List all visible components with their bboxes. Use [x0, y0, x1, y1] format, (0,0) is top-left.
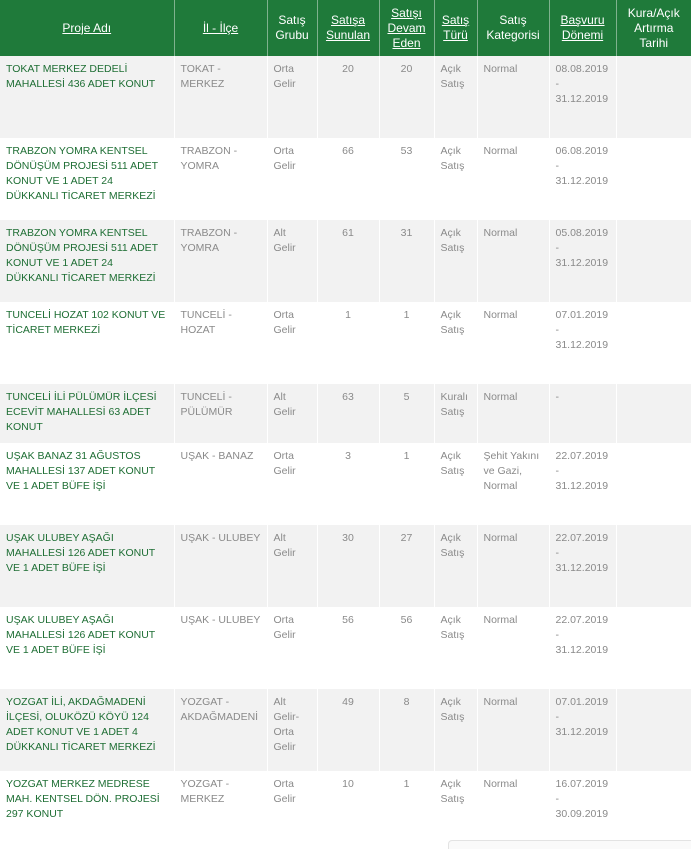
cell-satisa-sunulan: 20 [317, 56, 379, 138]
cell-satis-grubu: Orta Gelir [267, 771, 317, 851]
cell-satisi-devam-eden: 27 [379, 525, 434, 607]
cell-project-name: TOKAT MERKEZ DEDELİ MAHALLESİ 436 ADET KONUT [0, 56, 174, 138]
cell-basvuru-donemi: 22.07.2019 - 31.12.2019 [549, 607, 616, 689]
cell-satis-kategorisi: Normal [477, 220, 549, 302]
cell-satisi-devam-eden: 8 [379, 689, 434, 771]
cell-satis-kategorisi: Normal [477, 384, 549, 443]
cell-satis-turu: Açık Satış [434, 771, 477, 851]
cell-project-name: TRABZON YOMRA KENTSEL DÖNÜŞÜM PROJESİ 511 ADET KONUT VE 1 ADET 24 DÜKKANLI TİCARET MERKEZİ [0, 138, 174, 220]
col-header-satisi-devam-eden[interactable]: Satışı Devam Eden [379, 0, 434, 56]
cell-kura-tarihi [616, 443, 691, 525]
cell-project-name: TUNCELİ HOZAT 102 KONUT VE TİCARET MERKEZİ [0, 302, 174, 384]
table-row [0, 689, 691, 771]
cell-il-ilce: TRABZON - YOMRA [174, 138, 267, 220]
cell-basvuru-donemi: 07.01.2019 - 31.12.2019 [549, 302, 616, 384]
table-row [0, 302, 691, 384]
cell-il-ilce: YOZGAT - MERKEZ [174, 771, 267, 851]
cell-satis-turu: Açık Satış [434, 56, 477, 138]
cell-satis-grubu: Orta Gelir [267, 302, 317, 384]
cell-project-name: YOZGAT MERKEZ MEDRESE MAH. KENTSEL DÖN. PROJESİ 297 KONUT [0, 771, 174, 851]
cell-satisi-devam-eden: 5 [379, 384, 434, 443]
cell-satis-grubu: Alt Gelir [267, 384, 317, 443]
cell-satis-kategorisi: Şehit Yakını ve Gazi, Normal [477, 443, 549, 525]
cell-project-name: TUNCELİ İLİ PÜLÜMÜR İLÇESİ ECEVİT MAHALLESİ 63 ADET KONUT [0, 384, 174, 443]
cell-satis-turu: Açık Satış [434, 525, 477, 607]
cell-project-name: UŞAK ULUBEY AŞAĞI MAHALLESİ 126 ADET KONUT VE 1 ADET BÜFE İŞİ [0, 525, 174, 607]
cell-il-ilce: UŞAK - ULUBEY [174, 525, 267, 607]
cell-kura-tarihi [616, 689, 691, 771]
cell-project-name: UŞAK ULUBEY AŞAĞI MAHALLESİ 126 ADET KONUT VE 1 ADET BÜFE İŞİ [0, 607, 174, 689]
cell-kura-tarihi [616, 771, 691, 851]
cell-il-ilce: UŞAK - BANAZ [174, 443, 267, 525]
cell-satisa-sunulan: 61 [317, 220, 379, 302]
cell-il-ilce: TUNCELİ - HOZAT [174, 302, 267, 384]
cell-satis-kategorisi: Normal [477, 138, 549, 220]
table-header-row [0, 0, 691, 56]
cell-project-name: YOZGAT İLİ, AKDAĞMADENİ İLÇESİ, OLUKÖZÜ KÖYÜ 124 ADET KONUT VE 1 ADET 4 DÜKKANLI TİCARET MERKEZİ [0, 689, 174, 771]
cell-kura-tarihi [616, 56, 691, 138]
cell-satisa-sunulan: 49 [317, 689, 379, 771]
cell-il-ilce: UŞAK - ULUBEY [174, 607, 267, 689]
cell-satisa-sunulan: 63 [317, 384, 379, 443]
table-row [0, 56, 691, 138]
cell-satis-kategorisi: Normal [477, 771, 549, 851]
table-row [0, 443, 691, 525]
cell-satis-grubu: Alt Gelir [267, 220, 317, 302]
cell-satis-grubu: Orta Gelir [267, 138, 317, 220]
col-header-satis-turu[interactable]: Satış Türü [434, 0, 477, 56]
col-header-il-ilce[interactable]: İl - İlçe [174, 0, 267, 56]
cell-satis-kategorisi: Normal [477, 302, 549, 384]
cell-satisi-devam-eden: 56 [379, 607, 434, 689]
cell-satis-grubu: Alt Gelir [267, 525, 317, 607]
cell-satisi-devam-eden: 53 [379, 138, 434, 220]
cell-kura-tarihi [616, 302, 691, 384]
cell-basvuru-donemi: 22.07.2019 - 31.12.2019 [549, 525, 616, 607]
cell-satis-kategorisi: Normal [477, 56, 549, 138]
col-header-satis-kategorisi: Satış Kategorisi [477, 0, 549, 56]
cell-satisa-sunulan: 10 [317, 771, 379, 851]
cell-kura-tarihi [616, 525, 691, 607]
cell-basvuru-donemi: 16.07.2019 - 30.09.2019 [549, 771, 616, 851]
cell-satis-turu: Açık Satış [434, 302, 477, 384]
cell-satisi-devam-eden: 1 [379, 443, 434, 525]
cell-kura-tarihi [616, 138, 691, 220]
table-row [0, 525, 691, 607]
cell-satis-grubu: Orta Gelir [267, 56, 317, 138]
cell-satis-turu: Açık Satış [434, 138, 477, 220]
cell-satis-kategorisi: Normal [477, 689, 549, 771]
cell-satis-grubu: Orta Gelir [267, 443, 317, 525]
cell-satisi-devam-eden: 1 [379, 302, 434, 384]
col-header-basvuru-donemi[interactable]: Başvuru Dönemi [549, 0, 616, 56]
cell-il-ilce: TRABZON - YOMRA [174, 220, 267, 302]
cell-satisi-devam-eden: 31 [379, 220, 434, 302]
cell-basvuru-donemi: 08.08.2019 - 31.12.2019 [549, 56, 616, 138]
cell-project-name: TRABZON YOMRA KENTSEL DÖNÜŞÜM PROJESİ 511 ADET KONUT VE 1 ADET 24 DÜKKANLI TİCARET MERKEZİ [0, 220, 174, 302]
table-row [0, 607, 691, 689]
cell-basvuru-donemi: 22.07.2019 - 31.12.2019 [549, 443, 616, 525]
cell-satis-kategorisi: Normal [477, 607, 549, 689]
cell-satisi-devam-eden: 20 [379, 56, 434, 138]
cell-il-ilce: TOKAT - MERKEZ [174, 56, 267, 138]
cell-satisa-sunulan: 30 [317, 525, 379, 607]
cell-basvuru-donemi: 07.01.2019 - 31.12.2019 [549, 689, 616, 771]
cell-satis-turu: Kuralı Satış [434, 384, 477, 443]
cell-satisa-sunulan: 3 [317, 443, 379, 525]
cell-satis-turu: Açık Satış [434, 443, 477, 525]
table-row [0, 138, 691, 220]
cell-satis-turu: Açık Satış [434, 220, 477, 302]
col-header-proje-adi[interactable]: Proje Adı [0, 0, 174, 56]
cell-satis-turu: Açık Satış [434, 689, 477, 771]
cell-kura-tarihi [616, 607, 691, 689]
cell-kura-tarihi [616, 220, 691, 302]
cell-project-name: UŞAK BANAZ 31 AĞUSTOS MAHALLESİ 137 ADET KONUT VE 1 ADET BÜFE İŞİ [0, 443, 174, 525]
cell-satisi-devam-eden: 1 [379, 771, 434, 851]
cell-basvuru-donemi: - [549, 384, 616, 443]
table-body [0, 56, 691, 851]
cell-satisa-sunulan: 56 [317, 607, 379, 689]
cell-satis-grubu: Alt Gelir-Orta Gelir [267, 689, 317, 771]
col-header-satis-grubu: Satış Grubu [267, 0, 317, 56]
cell-satisa-sunulan: 66 [317, 138, 379, 220]
table-row [0, 384, 691, 443]
col-header-satisa-sunulan[interactable]: Satışa Sunulan [317, 0, 379, 56]
cell-basvuru-donemi: 05.08.2019 - 31.12.2019 [549, 220, 616, 302]
cell-satis-kategorisi: Normal [477, 525, 549, 607]
cell-satis-turu: Açık Satış [434, 607, 477, 689]
cell-il-ilce: TUNCELİ - PÜLÜMÜR [174, 384, 267, 443]
table-row [0, 771, 691, 851]
cell-kura-tarihi [616, 384, 691, 443]
cell-satisa-sunulan: 1 [317, 302, 379, 384]
cell-il-ilce: YOZGAT - AKDAĞMADENİ [174, 689, 267, 771]
table-row [0, 220, 691, 302]
cell-basvuru-donemi: 06.08.2019 - 31.12.2019 [549, 138, 616, 220]
cell-satis-grubu: Orta Gelir [267, 607, 317, 689]
col-header-kura-tarihi: Kura/Açık Artırma Tarihi [616, 0, 691, 56]
